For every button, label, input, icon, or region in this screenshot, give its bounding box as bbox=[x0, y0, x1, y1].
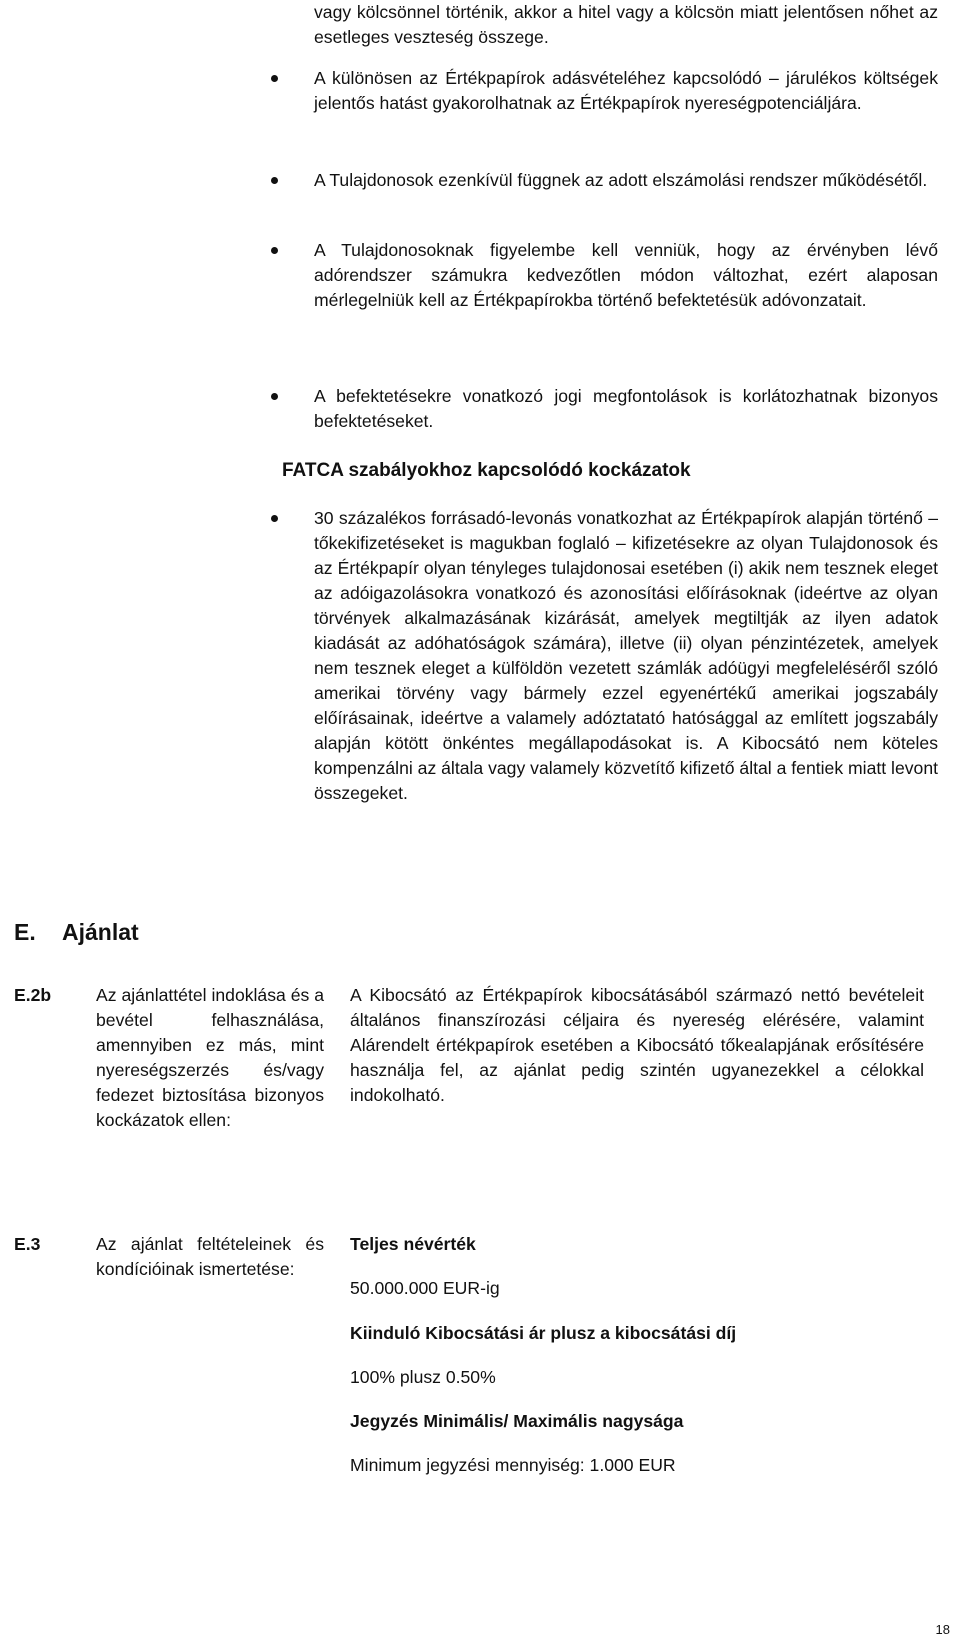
bullet-text: A befektetésekre vonatkozó jogi megfontolások is korlátozhatnak bizonyos befektetéseket. bbox=[314, 386, 938, 431]
fatca-bullet-list bbox=[268, 506, 938, 806]
offer-term-title: Teljes névérték bbox=[350, 1234, 476, 1254]
bullet-dot-icon bbox=[271, 515, 278, 522]
bullet-item bbox=[268, 168, 938, 193]
bullet-dot-icon bbox=[271, 75, 278, 82]
paragraph-continuation: vagy kölcsönnel történik, akkor a hitel vagy a kölcsön miatt jelentősen nőhet az esetleges veszteség összege. bbox=[314, 2, 938, 47]
element-label: Az ajánlattétel indoklása és a bevétel felhasználása, amennyiben ez más, mint nyereségszerzés és/vagy fedezet biztosítása bizonyos kockázatok ellen: bbox=[96, 985, 324, 1130]
section-title bbox=[14, 917, 139, 947]
offer-term-title: Kiinduló Kibocsátási ár plusz a kibocsátási díj bbox=[350, 1323, 737, 1343]
section-subheading: FATCA szabályokhoz kapcsolódó kockázatok bbox=[282, 460, 691, 481]
offer-term-value: Minimum jegyzési mennyiség: 1.000 EUR bbox=[350, 1455, 676, 1475]
bullet-text: A különösen az Értékpapírok adásvételéhez kapcsolódó – járulékos költségek jelentős hatást gyakorolhatnak az Értékpapírok nyereségpotenciáljára. bbox=[314, 68, 938, 113]
bullet-item bbox=[268, 238, 938, 313]
section-number: E. bbox=[14, 919, 36, 945]
section-title-text: Ajánlat bbox=[62, 919, 139, 945]
offer-term-value: 100% plusz 0.50% bbox=[350, 1367, 496, 1387]
bullet-item bbox=[268, 506, 938, 806]
bullet-text: A Tulajdonosok ezenkívül függnek az adott elszámolási rendszer működésétől. bbox=[314, 170, 928, 190]
element-id: E.3 bbox=[14, 1234, 41, 1254]
bullet-dot-icon bbox=[271, 247, 278, 254]
bullet-item bbox=[268, 384, 938, 434]
element-id: E.2b bbox=[14, 985, 52, 1005]
bullet-dot-icon bbox=[271, 177, 278, 184]
element-body: A Kibocsátó az Értékpapírok kibocsátásából származó nettó bevételeit általános finanszírozási céljaira és nyereség elérésére, valamint Alárendelt értékpapírok esetében a Kibocsátó tőkealapjának erősítésére használja fel, az ajánlat pedig szintén ugyanezekkel a célokkal indokolható. bbox=[350, 985, 924, 1105]
bullet-item bbox=[268, 66, 938, 116]
bullet-dot-icon bbox=[271, 393, 278, 400]
bullet-text: 30 százalékos forrásadó-levonás vonatkozhat az Értékpapírok alapján történő – tőkekifizetéseket is magukban foglaló – kifizetésekre az olyan Tulajdonosok és az Értékpapír olyan tényleges tulajdonosai esetében (i) akik nem tesznek eleget az adóigazolásokra vonatkozó és azonosítási előírásoknak (ideértve az olyan törvények alkalmazásának kizárását, amelyek megtiltják az ilyen adatok kiadását az adóhatóságok számára), illetve (ii) olyan pénzintézetek, amelyek nem tesznek eleget a külföldön vezetett számlák adóügyi megfeleléséről szóló amerikai törvény vagy bármely ezzel egyenértékű amerikai jogszabály előírásainak, ideértve a valamely adóztatató hatósággal az említett jogszabály alapján kötött önkéntes megállapodásokat is. A Kibocsátó nem köteles kompenzálni az általa vagy valamely közvetítő kifizető által a fentiek miatt levont összegeket. bbox=[314, 508, 938, 803]
offer-term-value: 50.000.000 EUR-ig bbox=[350, 1278, 500, 1298]
bullet-text: A Tulajdonosoknak figyelembe kell venniük, hogy az érvényben lévő adórendszer számukra kedvezőtlen módon változhat, ezért alaposan mérlegelniük kell az Értékpapírokba történő befektetésük adóvonzatait. bbox=[314, 240, 938, 310]
element-label: Az ajánlat feltételeinek és kondícióinak ismertetése: bbox=[96, 1234, 324, 1279]
page-number: 18 bbox=[935, 1622, 950, 1637]
offer-term-title: Jegyzés Minimális/ Maximális nagysága bbox=[350, 1411, 684, 1431]
